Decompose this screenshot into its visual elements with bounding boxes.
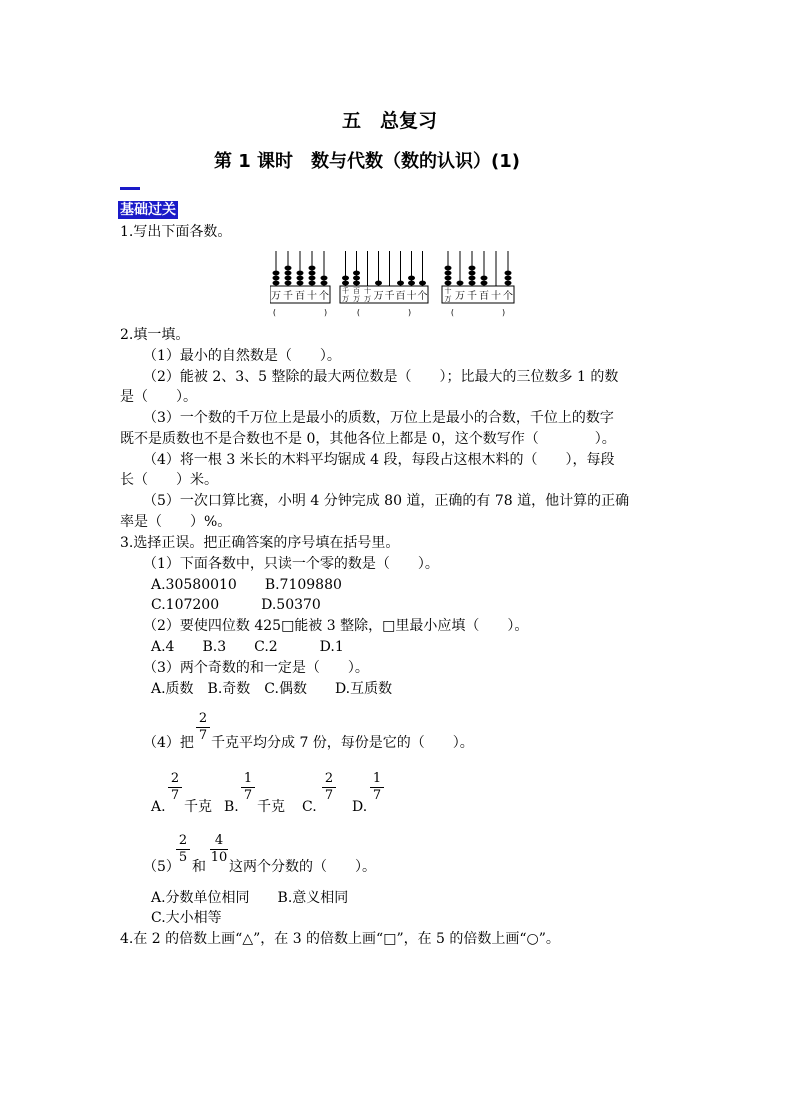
fraction-denominator: 7 <box>324 788 334 803</box>
abacus-place-label: 千 <box>283 291 293 302</box>
abacus-bead <box>445 276 452 281</box>
abacus-bead <box>397 281 404 286</box>
fraction-numerator: 2 <box>198 711 208 726</box>
abacus-bead <box>481 281 488 286</box>
abacus-bead <box>469 281 476 286</box>
q2-item-4: （4）将一根 3 米长的木料平均锯成 4 段，每段占这根木料的（ ），每段 <box>143 452 615 468</box>
abacus-bead <box>469 271 476 276</box>
q2-item-4-cont: 长（ ）米。 <box>120 472 218 488</box>
q3-p3-options: A.质数 B.奇数 C.偶数 D.互质数 <box>151 681 393 697</box>
q3-p4-fraction <box>196 712 210 743</box>
q2-item-1: （1）最小的自然数是（ ）。 <box>143 348 341 364</box>
section-label: 基础过关 <box>120 202 176 218</box>
abacus-place-label: 个 <box>503 291 513 302</box>
q2-item-3-cont: 既不是质数也不是合数也不是 0，其他各位上都是 0，这个数写作（ ）。 <box>120 431 616 447</box>
abacus-bead <box>445 281 452 286</box>
page-title: 五 总复习 <box>342 110 438 132</box>
abacus-bead <box>353 281 360 286</box>
q3-p4-opt-c-label: C. <box>302 799 317 815</box>
abacus-bead <box>457 281 464 286</box>
abacus-place-label: 万 <box>373 291 384 302</box>
q3-p4-opt-b-fraction <box>241 772 255 803</box>
abacus-bead <box>309 266 316 271</box>
q3-p4-opt-a-fraction <box>168 772 182 803</box>
abacus-answer-blank: ( ) <box>272 308 328 317</box>
q3-p4-opt-b-label: B. <box>224 799 239 815</box>
abacus-place-label: 十 <box>406 291 417 302</box>
abacus-bead <box>353 271 360 276</box>
q3-p5-fraction-2 <box>210 834 228 865</box>
section-marker-small <box>120 187 140 190</box>
abacus-bead <box>285 266 292 271</box>
q3-p4-opt-c-fraction <box>322 772 336 803</box>
abacus-place-label: 个 <box>319 291 329 302</box>
q3-p4-opt-b-unit: 千克 <box>257 799 285 815</box>
abacus-place-label: 千万 <box>342 287 349 303</box>
q3-p2-options: A.4 B.3 C.2 D.1 <box>151 639 344 655</box>
abacus-bead <box>321 276 328 281</box>
fraction-numerator: 1 <box>243 771 253 786</box>
fraction-numerator: 2 <box>324 771 334 786</box>
abacus-bead <box>481 276 488 281</box>
abacus-bead <box>505 276 512 281</box>
abacus-place-label: 千 <box>384 291 395 302</box>
abacus-bead <box>285 276 292 281</box>
q3-p5-suffix: 这两个分数的（ ）。 <box>229 859 376 875</box>
abacus-bead <box>408 281 415 286</box>
q3-p1: （1）下面各数中，只读一个零的数是（ ）。 <box>143 556 439 572</box>
abacus-bead <box>309 271 316 276</box>
abacus-bead <box>342 281 349 286</box>
abacus-bead <box>505 281 512 286</box>
fraction-denominator: 7 <box>170 788 180 803</box>
q2-item-2-cont: 是（ ）。 <box>120 389 197 405</box>
q3-p5-options-b: C.大小相等 <box>151 910 222 926</box>
q2-item-3: （3）一个数的千万位上是最小的质数，万位上是最小的合数，千位上的数字 <box>143 410 614 426</box>
q3-text: 3.选择正误。把正确答案的序号填在括号里。 <box>120 535 400 551</box>
q2-item-5: （5）一次口算比赛，小明 4 分钟完成 80 道，正确的有 78 道，他计算的正确 <box>143 493 630 509</box>
q3-p1-options-a: A.30580010 B.7109880 <box>151 577 342 593</box>
fraction-numerator: 1 <box>372 771 382 786</box>
q3-p5-fraction-1 <box>176 834 190 865</box>
abacus-bead <box>375 281 382 286</box>
abacus-bead <box>342 276 349 281</box>
fraction-denominator: 10 <box>210 850 228 865</box>
abacus-bead <box>273 281 280 286</box>
fraction-numerator: 2 <box>170 771 180 786</box>
abacus-bead <box>321 281 328 286</box>
q3-p4-opt-d-label: D. <box>352 799 368 815</box>
q3-p4-opt-a-unit: 千克 <box>184 799 212 815</box>
q3-p4-prefix: （4）把 <box>143 735 194 751</box>
q3-p1-options-b: C.107200 D.50370 <box>151 597 321 613</box>
abacus-bead <box>353 276 360 281</box>
abacus-bead <box>408 276 415 281</box>
abacus-bead <box>297 281 304 286</box>
abacus-diagram <box>270 248 520 318</box>
abacus-place-label: 十万 <box>444 287 452 303</box>
q3-p4-suffix: 千克平均分成 7 份，每份是它的（ ）。 <box>211 735 474 751</box>
q2-item-2: （2）能被 2、3、5 整除的最大两位数是（ ）；比最大的三位数多 1 的数 <box>143 369 619 385</box>
abacus-place-label: 千 <box>467 291 477 302</box>
q3-p4-opt-a-label: A. <box>151 799 166 815</box>
q3-p4-opt-d-fraction <box>370 772 384 803</box>
abacus-bead <box>297 271 304 276</box>
abacus-answer-blank: ( ) <box>450 308 506 317</box>
abacus-place-label: 十 <box>307 291 317 302</box>
q3-p5-prefix: （5） <box>143 859 180 875</box>
abacus-bead <box>273 271 280 276</box>
fraction-denominator: 7 <box>372 788 382 803</box>
q3-p3: （3）两个奇数的和一定是（ ）。 <box>143 660 369 676</box>
abacus-bead <box>505 271 512 276</box>
abacus-bead <box>309 281 316 286</box>
abacus-bead <box>469 266 476 271</box>
abacus-bead <box>309 276 316 281</box>
abacus-place-label: 百 <box>479 291 489 302</box>
abacus-bead <box>297 276 304 281</box>
q3-p2: （2）要使四位数 425□能被 3 整除，□里最小应填（ ）。 <box>143 618 529 634</box>
abacus-bead <box>419 281 426 286</box>
abacus-bead <box>445 271 452 276</box>
fraction-numerator: 2 <box>178 833 188 848</box>
abacus-answer-blank: ( ) <box>356 308 412 317</box>
fraction-numerator: 4 <box>214 833 224 848</box>
q3-p5-and: 和 <box>192 859 206 875</box>
q2-text: 2.填一填。 <box>120 327 190 343</box>
abacus-place-label: 十 <box>491 291 501 302</box>
abacus-bead <box>445 266 452 271</box>
q1-text: 1.写出下面各数。 <box>120 224 232 240</box>
fraction-denominator: 7 <box>198 728 208 743</box>
abacus-place-label: 十万 <box>364 287 371 303</box>
abacus-place-label: 万 <box>271 291 281 302</box>
abacus-place-label: 百 <box>395 291 406 302</box>
abacus-place-label: 百万 <box>353 287 360 303</box>
fraction-denominator: 7 <box>243 788 253 803</box>
abacus-bead <box>273 276 280 281</box>
abacus-place-label: 个 <box>417 291 428 302</box>
abacus-place-label: 万 <box>455 291 465 302</box>
abacus-figure <box>270 248 520 318</box>
q4-text: 4.在 2 的倍数上画“△”，在 3 的倍数上画“□”，在 5 的倍数上画“○”。 <box>120 931 560 947</box>
abacus-bead <box>285 271 292 276</box>
page-subtitle: 第 1 课时 数与代数（数的认识）(1) <box>214 151 521 172</box>
q2-item-5-cont: 率是（ ）%。 <box>120 514 232 530</box>
q3-p5-options-a: A.分数单位相同 B.意义相同 <box>151 890 349 906</box>
abacus-bead <box>285 281 292 286</box>
abacus-place-label: 百 <box>295 291 305 302</box>
abacus-bead <box>469 276 476 281</box>
fraction-denominator: 5 <box>178 850 188 865</box>
